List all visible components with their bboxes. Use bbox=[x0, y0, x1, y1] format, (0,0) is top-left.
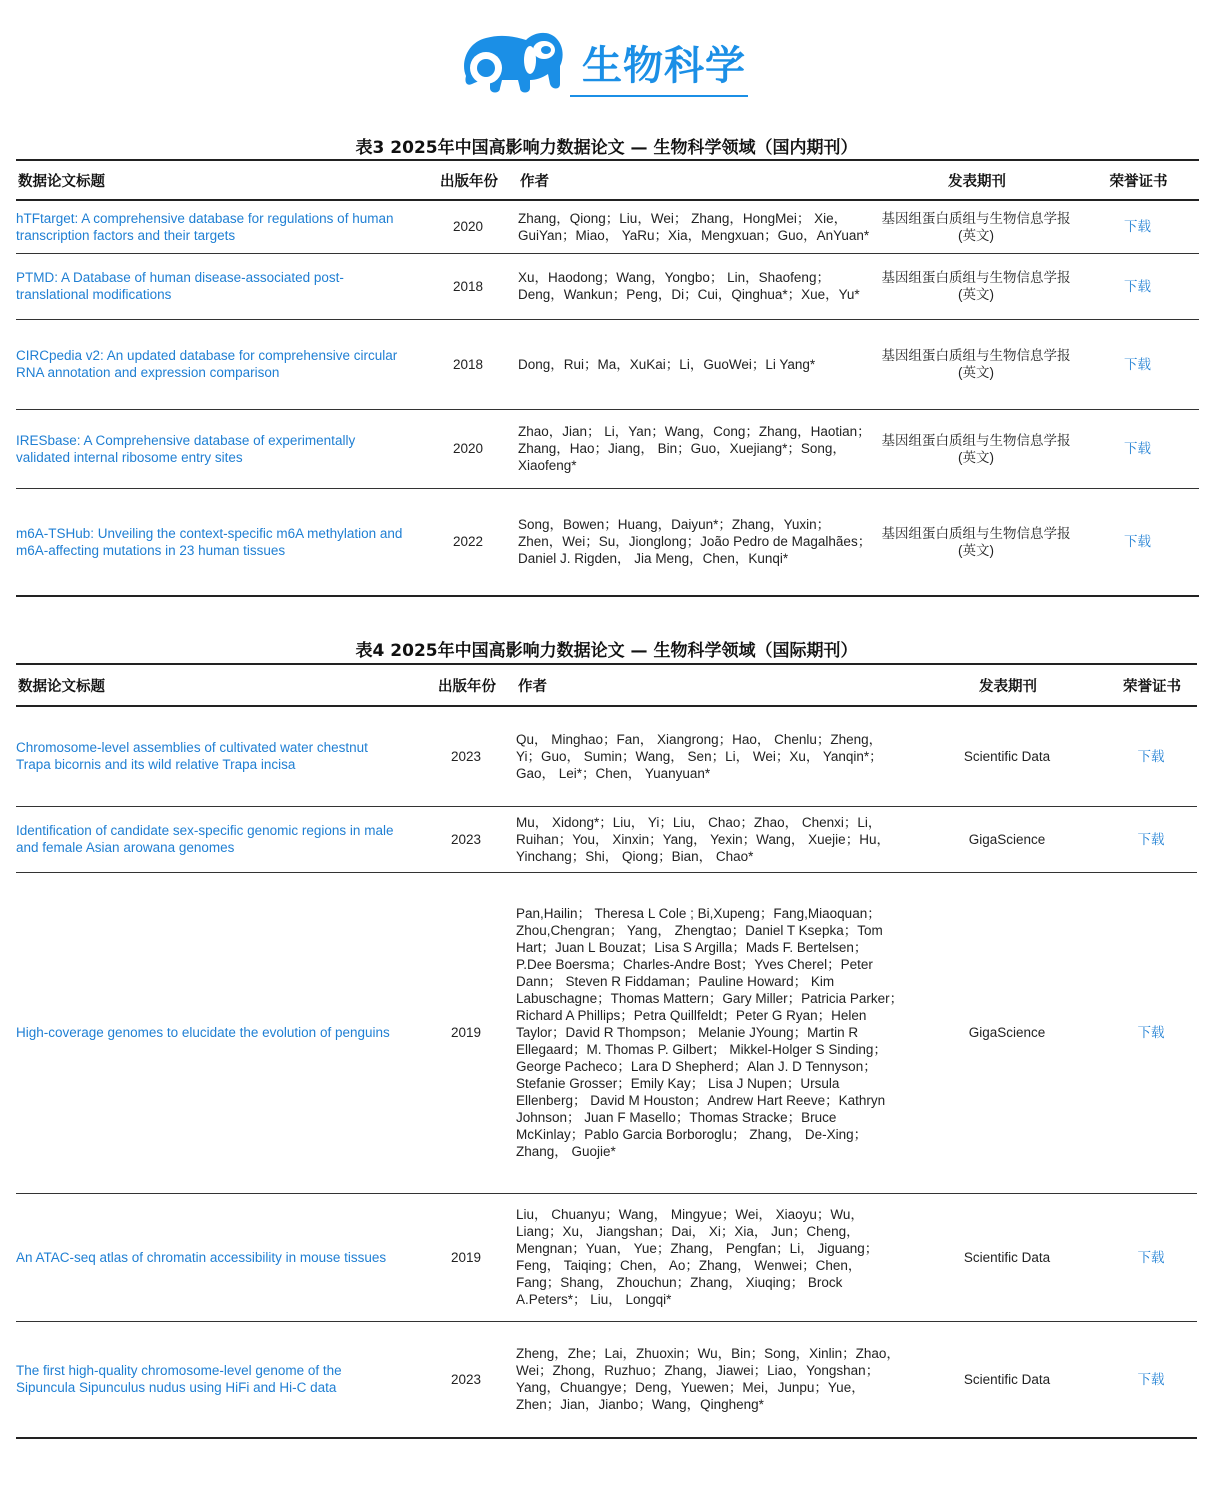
download-certificate-link[interactable]: 下载 bbox=[1124, 219, 1151, 235]
paper-authors: Zhao，Jian； Li，Yan；Wang，Cong；Zhang，Haotian；Zhang，Hao；Jiang， Bin；Guo，Xuejiang*；Song，Xiaofeng* bbox=[518, 409, 876, 488]
paper-journal: GigaScience bbox=[909, 806, 1105, 872]
download-certificate-link[interactable]: 下载 bbox=[1137, 1371, 1165, 1387]
paper-title: The first high-quality chromosome-level genome of the Sipuncula Sipunculus nudus using HiFi and Hi-C data bbox=[16, 1321, 416, 1438]
table-row bbox=[16, 200, 1199, 253]
panda-logo-icon bbox=[456, 28, 570, 94]
table-row bbox=[16, 319, 1199, 409]
paper-authors: Pan,Hailin； Theresa L Cole ; Bi,Xupeng；Fang,Miaoquan；Zhou,Chengran； Yang， Zhengtao；Daniel T Ksepka；Tom Hart；Juan L Bouzat；Lisa S Argilla；Mads F. Bertelsen； P.Dee Boersma；Charles-Andre Bost；Yves Cherel；Peter Dann； Steven R Fiddaman；Pauline Howard； Kim Labuschagne；Thomas Mattern；Gary Miller；Patricia Parker；Richard A Phillips；Petra Quillfeldt；Peter G Ryan；Helen Taylor；David R Thompson； Melanie JYoung；Martin R Ellegaard；M. Thomas P. Gilbert； Mikkel-Holger S Sinding；George Pacheco；Lara D Shepherd；Alan J. D Tennyson；Stefanie Grosser；Emily Kay； Lisa J Nupen；Ursula Ellenberg； David M Houston；Andrew Hart Reeve；Kathryn Johnson； Juan F Masello；Thomas Stracke；Bruce McKinlay；Pablo Garcia Borboroglu； Zhang， De-Xing； Zhang， Guojie* bbox=[516, 872, 909, 1193]
table3-domestic bbox=[16, 159, 1199, 597]
paper-year: 2022 bbox=[418, 488, 518, 596]
paper-authors: Zheng，Zhe；Lai，Zhuoxin；Wu，Bin；Song，Xinlin；Zhao，Wei；Zhong，Ruzhuo；Zhang，Jiawei；Liao，Yongshan；Yang，Chuangye；Deng，Yuewen；Mei，Junpu；Yue，Zhen；Jian，Jianbo；Wang，Qingheng* bbox=[516, 1321, 909, 1438]
paper-title: Chromosome-level assemblies of cultivated water chestnut Trapa bicornis and its wild relative Trapa incisa bbox=[16, 706, 416, 806]
logo-text: 生物科学 bbox=[582, 43, 746, 89]
paper-title: m6A-TSHub: Unveiling the context-specific m6A methylation and m6A-affecting mutations in 23 human tissues bbox=[16, 488, 418, 596]
paper-journal: 基因组蛋白质组与生物信息学报(英文) bbox=[876, 409, 1076, 488]
download-certificate-link[interactable]: 下载 bbox=[1124, 278, 1151, 294]
paper-authors: Xu，Haodong；Wang，Yongbo； Lin，Shaofeng；Deng，Wankun；Peng，Di；Cui，Qinghua*；Xue，Yu* bbox=[518, 253, 876, 319]
paper-title: Identification of candidate sex-specific genomic regions in male and female Asian arowana genomes bbox=[16, 806, 416, 872]
col-header-certificate: 荣誉证书 bbox=[1105, 664, 1197, 706]
table4-international bbox=[16, 663, 1197, 1439]
paper-title: High-coverage genomes to elucidate the evolution of penguins bbox=[16, 872, 416, 1193]
col-header-authors: 作者 bbox=[516, 664, 909, 706]
table-row bbox=[16, 488, 1199, 596]
paper-journal: 基因组蛋白质组与生物信息学报(英文) bbox=[876, 253, 1076, 319]
col-header-journal: 发表期刊 bbox=[909, 664, 1105, 706]
paper-authors: Qu， Minghao；Fan， Xiangrong；Hao， Chenlu；Zheng， Yi；Guo， Sumin；Wang， Sen；Li， Wei；Xu， Yanqin*；Gao， Lei*；Chen， Yuanyuan* bbox=[516, 706, 909, 806]
paper-year: 2023 bbox=[416, 1321, 516, 1438]
table-row bbox=[16, 409, 1199, 488]
col-header-title: 数据论文标题 bbox=[16, 160, 418, 200]
col-header-authors: 作者 bbox=[518, 160, 876, 200]
table-row bbox=[16, 706, 1197, 806]
paper-authors: Mu， Xidong*；Liu， Yi；Liu， Chao；Zhao， Chenxi；Li， Ruihan；You， Xinxin；Yang， Yexin；Wang， Xuejie；Hu， Yinchang；Shi， Qiong；Bian， Chao* bbox=[516, 806, 909, 872]
table4-title: 表4 2025年中国高影响力数据论文 — 生物科学领域（国际期刊） bbox=[355, 641, 858, 661]
paper-title: PTMD: A Database of human disease-associated post-translational modifications bbox=[16, 253, 418, 319]
paper-journal: 基因组蛋白质组与生物信息学报(英文) bbox=[876, 488, 1076, 596]
download-certificate-link[interactable]: 下载 bbox=[1124, 534, 1151, 550]
paper-year: 2018 bbox=[418, 253, 518, 319]
paper-authors: Dong，Rui；Ma，XuKai；Li，GuoWei；Li Yang* bbox=[518, 319, 876, 409]
download-certificate-link[interactable]: 下载 bbox=[1137, 748, 1165, 764]
paper-title: An ATAC-seq atlas of chromatin accessibility in mouse tissues bbox=[16, 1193, 416, 1321]
table-header-row bbox=[16, 160, 1199, 200]
paper-year: 2023 bbox=[416, 806, 516, 872]
table-header-row bbox=[16, 664, 1197, 706]
paper-year: 2023 bbox=[416, 706, 516, 806]
table-row bbox=[16, 253, 1199, 319]
page-header bbox=[0, 22, 1213, 102]
table-row bbox=[16, 806, 1197, 872]
logo-underline bbox=[570, 95, 748, 97]
download-certificate-link[interactable]: 下载 bbox=[1124, 441, 1151, 456]
paper-journal: Scientific Data bbox=[909, 706, 1105, 806]
col-header-certificate: 荣誉证书 bbox=[1076, 160, 1199, 200]
paper-year: 2019 bbox=[416, 1193, 516, 1321]
paper-journal: GigaScience bbox=[909, 872, 1105, 1193]
download-certificate-link[interactable]: 下载 bbox=[1137, 1025, 1165, 1040]
col-header-title: 数据论文标题 bbox=[16, 664, 416, 706]
download-certificate-link[interactable]: 下载 bbox=[1124, 356, 1151, 372]
paper-journal: Scientific Data bbox=[909, 1193, 1105, 1321]
paper-year: 2019 bbox=[416, 872, 516, 1193]
paper-year: 2020 bbox=[418, 409, 518, 488]
table-row bbox=[16, 872, 1197, 1193]
download-certificate-link[interactable]: 下载 bbox=[1137, 1249, 1165, 1265]
table3-title: 表3 2025年中国高影响力数据论文 — 生物科学领域（国内期刊） bbox=[355, 138, 858, 158]
download-certificate-link[interactable]: 下载 bbox=[1137, 831, 1165, 847]
paper-authors: Liu， Chuanyu；Wang， Mingyue；Wei， Xiaoyu；Wu， Liang；Xu， Jiangshan；Dai， Xi；Xia， Jun；Cheng， Mengnan；Yuan， Yue；Zhang， Pengfan；Li， Jiguang；Feng， Taiqing；Chen， Ao；Zhang， Wenwei；Chen， Fang；Shang， Zhouchun；Zhang， Xiuqing； Brock A.Peters*； Liu， Longqi* bbox=[516, 1193, 909, 1321]
table-row bbox=[16, 1193, 1197, 1321]
paper-journal: 基因组蛋白质组与生物信息学报(英文) bbox=[876, 319, 1076, 409]
paper-title: CIRCpedia v2: An updated database for comprehensive circular RNA annotation and expression comparison bbox=[16, 319, 418, 409]
paper-title: hTFtarget: A comprehensive database for regulations of human transcription factors and their targets bbox=[16, 200, 418, 253]
col-header-year: 出版年份 bbox=[416, 664, 516, 706]
paper-authors: Zhang，Qiong；Liu，Wei； Zhang，HongMei； Xie，GuiYan；Miao， YaRu；Xia，Mengxuan；Guo，AnYuan* bbox=[518, 200, 876, 253]
table-row bbox=[16, 1321, 1197, 1438]
col-header-year: 出版年份 bbox=[418, 160, 518, 200]
paper-journal: 基因组蛋白质组与生物信息学报(英文) bbox=[876, 200, 1076, 253]
paper-journal: Scientific Data bbox=[909, 1321, 1105, 1438]
paper-title: IRESbase: A Comprehensive database of experimentally validated internal ribosome entry sites bbox=[16, 409, 418, 488]
paper-year: 2020 bbox=[418, 200, 518, 253]
paper-authors: Song，Bowen；Huang，Daiyun*；Zhang，Yuxin；Zhen，Wei；Su，Jionglong；João Pedro de Magalhães； Daniel J. Rigden， Jia Meng，Chen，Kunqi* bbox=[518, 488, 876, 596]
col-header-journal: 发表期刊 bbox=[876, 160, 1076, 200]
paper-year: 2018 bbox=[418, 319, 518, 409]
